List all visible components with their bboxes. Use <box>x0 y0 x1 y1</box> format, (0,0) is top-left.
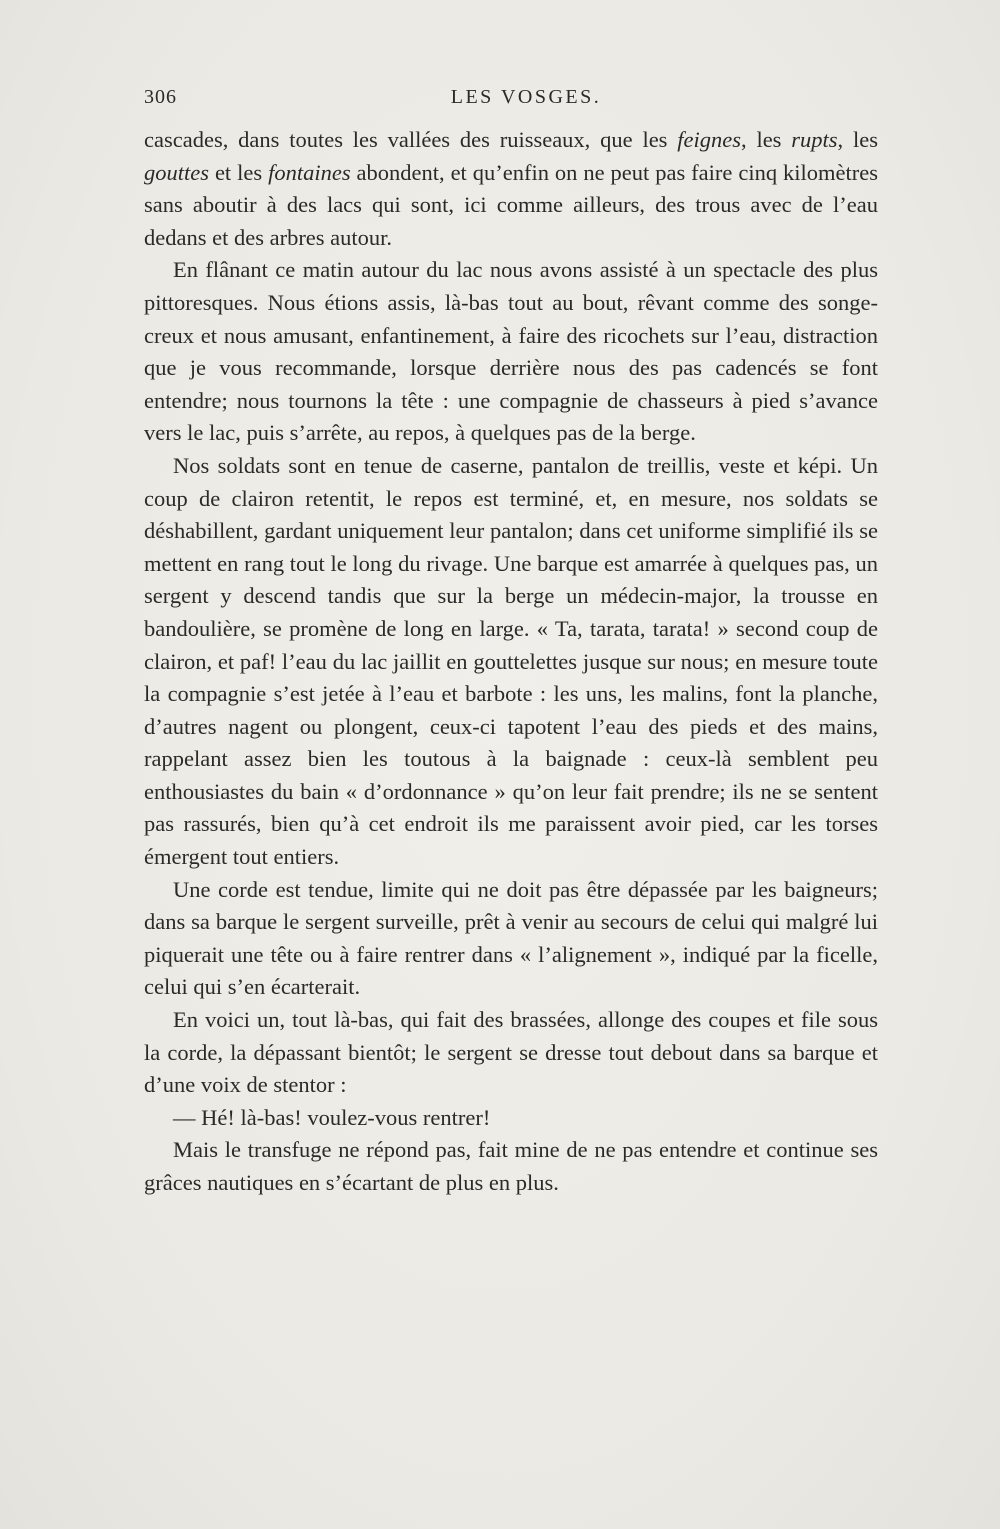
paragraph-2: En flânant ce matin autour du lac nous avons assisté à un spectacle des plus pittoresques. Nous étions assis, là-bas tout au bout, rêvant comme des songe-creux et nous amusant, enfantinement, à faire des ricochets sur l’eau, distraction que je vous recommande, lorsque derrière nous des pas cadencés se font entendre; nous tournons la tête : une compagnie de chasseurs à pied s’avance vers le lac, puis s’arrête, au repos, à quelques pas de la berge. <box>144 257 878 446</box>
italic-term: rupts <box>791 127 838 152</box>
body-text <box>144 124 878 1200</box>
paragraph-1 <box>144 124 878 254</box>
running-title: LES VOSGES. <box>450 86 602 108</box>
text-run: , les <box>741 127 792 152</box>
text-run: et les <box>209 159 269 185</box>
italic-term: gouttes <box>144 159 209 185</box>
paragraph-5: En voici un, tout là-bas, qui fait des brassées, allonge des coupes et file sous la corde, la dépassant bientôt; le sergent se dresse tout debout dans sa barque et d’une voix de stentor : <box>144 1007 878 1098</box>
paragraph-4: Une corde est tendue, limite qui ne doit pas être dépassée par les baigneurs; dans sa barque le sergent surveille, prêt à venir au secours de celui qui malgré lui piquerait une tête ou à faire rentrer dans « l’alignement », indiqué par la ficelle, celui qui s’en écarterait. <box>144 876 878 1000</box>
text-run: abondent, et qu’enfin on ne peut pas faire cinq kilomètres sans aboutir à des lacs qui sont, ici comme ailleurs, des trous avec de l’eau dedans et des arbres autour. <box>144 159 879 250</box>
paragraph-3: Nos soldats sont en tenue de caserne, pantalon de treillis, veste et képi. Un coup de clairon retentit, le repos est terminé, et, en mesure, nos soldats se déshabillent, gardant uniquement leur pantalon; dans cet uniforme simplifié ils se mettent en rang tout le long du rivage. Une barque est amarrée à quelques pas, un sergent y descend tandis que sur la berge un médecin-major, la trousse en bandoulière, se promène de long en large. « Ta, tarata, tarata! » second coup de clairon, et paf! l’eau du lac jaillit en gouttelettes jusque sur nous; en mesure toute la compagnie s’est jetée à l’eau et barbote : les uns, les malins, font la planche, d’autres nagent ou plongent, ceux-ci tapotent l’eau des pieds et des mains, rappelant assez bien les toutous à la baignade : ceux-là semblent peu enthousiastes du bain « d’ordonnance » qu’on leur fait prendre; ils ne se sentent pas rassurés, bien qu’à cet endroit ils me paraissent avoir pied, car les torses émergent tout entiers. <box>144 452 878 870</box>
paragraph-6: — Hé! là-bas! voulez-vous rentrer! <box>173 1104 491 1130</box>
text-run: , les <box>837 127 878 152</box>
paragraph-7: Mais le transfuge ne répond pas, fait mine de ne pas entendre et continue ses grâces nautiques en s’écartant de plus en plus. <box>144 1137 878 1195</box>
italic-term: fontaines <box>268 159 351 185</box>
page-number: 306 <box>144 86 177 108</box>
text-run: cascades, dans toutes les vallées des ruisseaux, que les <box>144 127 678 152</box>
running-head <box>144 86 878 116</box>
italic-term: feignes <box>677 127 741 152</box>
